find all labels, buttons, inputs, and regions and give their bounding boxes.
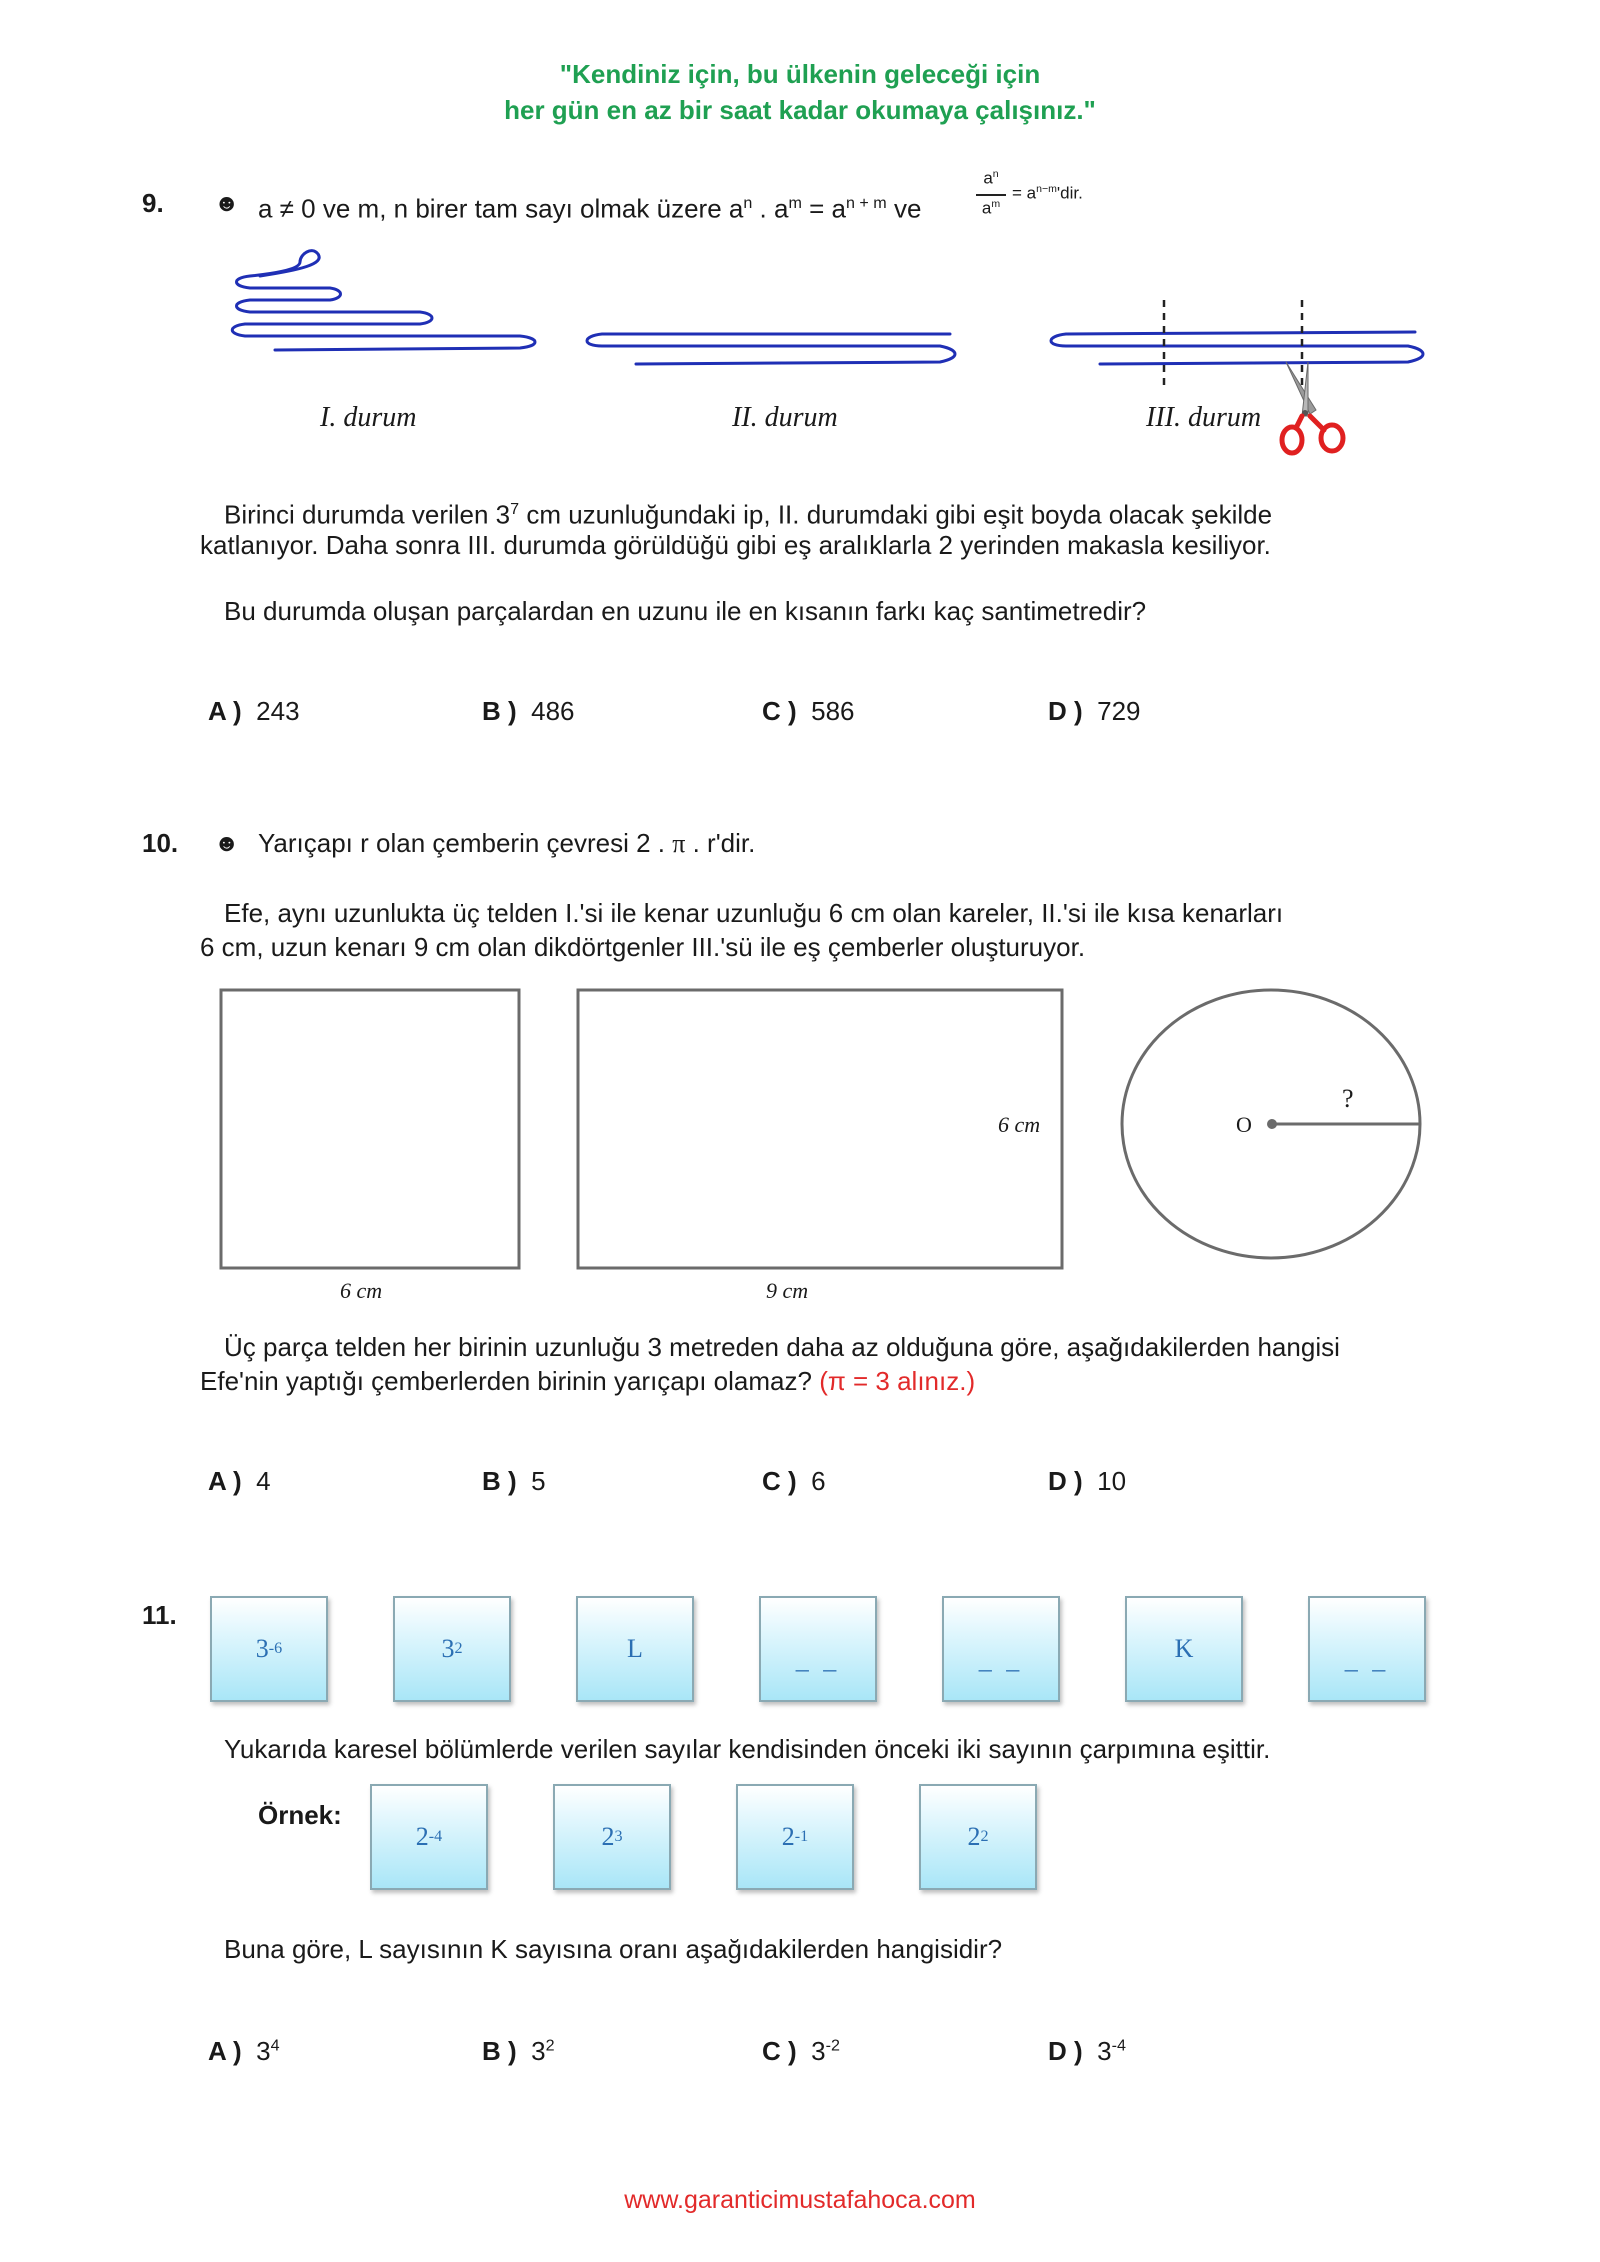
- header-line-2: her gün en az bir saat kadar okumaya çalışınız.": [504, 95, 1096, 125]
- center-point: [1267, 1119, 1277, 1129]
- q9-option-d[interactable]: D ) 729: [1048, 696, 1141, 726]
- footer-website-link[interactable]: www.garanticimustafahoca.com: [624, 2186, 976, 2214]
- q10-paragraph-line-2: 6 cm, uzun kenarı 9 cm olan dikdörtgenler III.'sü ile eş çemberler oluşturuyor.: [200, 932, 1086, 962]
- q10-option-c[interactable]: C ) 6: [762, 1466, 826, 1496]
- label-durum-3: III. durum: [1146, 402, 1262, 433]
- q10-number: 10.: [142, 828, 179, 858]
- q11-option-c[interactable]: C ) $3^{-2}$: [762, 2036, 840, 2066]
- q10-given-rule: Yarıçapı r olan çemberin çevresi 2 . π . r'dir.: [258, 828, 756, 858]
- header-line-1: "Kendiniz için, bu ülkenin geleceği için: [559, 59, 1041, 89]
- square-shape: [221, 990, 519, 1268]
- example-tile-2: 2 3: [553, 1784, 671, 1890]
- q9-fraction-result: = $a^{n-m}'dir$.: [1012, 183, 1083, 203]
- label-durum-1: I. durum: [320, 402, 417, 433]
- rope-coiled: [232, 251, 535, 350]
- q11-number: 11.: [142, 1600, 177, 1630]
- sequence-tile-blank-3: _ _: [1308, 1596, 1426, 1702]
- sequence-tile-blank-1: _ _: [759, 1596, 877, 1702]
- sequence-tile-L: L: [576, 1596, 694, 1702]
- example-tile-1: 2 -4: [370, 1784, 488, 1890]
- q9-option-c[interactable]: C ) 586: [762, 696, 855, 726]
- scissors-icon: [1272, 358, 1352, 458]
- q9-paragraph-line-1: Birinci durumda verilen $3^7$ cm uzunluğundaki ip, II. durumdaki gibi eşit boyda olacak şekilde: [224, 499, 1273, 530]
- label-durum-2: II. durum: [732, 402, 838, 433]
- example-tile-3: 2 -1: [736, 1784, 854, 1890]
- q10-option-b[interactable]: B ) 5: [482, 1466, 546, 1496]
- q9-number: 9.: [142, 188, 164, 218]
- q9-fraction-bar: [976, 194, 1006, 196]
- rope-folded: [587, 334, 955, 364]
- q10-shapes: [0, 980, 1600, 1310]
- sequence-tile-1: 3 -6: [210, 1596, 328, 1702]
- q11-description: Yukarıda karesel bölümlerde verilen sayılar kendisinden önceki iki sayının çarpımına eşittir.: [224, 1734, 1271, 1764]
- square-side-label: 6 cm: [340, 1278, 383, 1303]
- sequence-tile-blank-2: _ _: [942, 1596, 1060, 1702]
- circle-center-label: O: [1236, 1112, 1252, 1137]
- q10-pi-note: (π = 3 alınız.): [819, 1366, 976, 1396]
- sequence-tile-K: K: [1125, 1596, 1243, 1702]
- q9-fraction-numerator: $a^n$: [983, 168, 999, 188]
- rect-short-side-label: 6 cm: [998, 1112, 1041, 1137]
- sequence-tile-2: 3 2: [393, 1596, 511, 1702]
- q11-option-d[interactable]: D ) $3^{-4}$: [1048, 2036, 1126, 2066]
- q9-smiley-icon: ☻: [214, 190, 240, 217]
- q9-given-rule: a ≠ 0 ve m, n birer tam sayı olmak üzere $a^n$ . $a^m = a^{n + m}$ ve: [258, 193, 922, 224]
- rope-folded-cut: [1051, 332, 1423, 364]
- q10-option-a[interactable]: A ) 4: [208, 1466, 271, 1496]
- q10-question-line-2: Efe'nin yaptığı çemberlerden birinin yarıçapı olamaz? (π = 3 alınız.): [200, 1366, 976, 1396]
- q9-paragraph-line-2: katlanıyor. Daha sonra III. durumda görüldüğü gibi eş aralıklarla 2 yerinden makasla kesiliyor.: [200, 530, 1271, 560]
- q9-option-a[interactable]: A ) 243: [208, 696, 300, 726]
- q9-rope-illustration: [0, 240, 1600, 470]
- q9-option-b[interactable]: B ) 486: [482, 696, 575, 726]
- rectangle-shape: [578, 990, 1062, 1268]
- rect-long-side-label: 9 cm: [766, 1278, 809, 1303]
- q10-question-line-1: Üç parça telden her birinin uzunluğu 3 metreden daha az olduğuna göre, aşağıdakilerden hangisi: [224, 1332, 1340, 1362]
- q10-smiley-icon: ☻: [214, 830, 240, 857]
- example-label: Örnek:: [258, 1800, 342, 1830]
- q9-fraction-denominator: $a^m$: [981, 198, 1001, 218]
- q10-paragraph-line-1: Efe, aynı uzunlukta üç telden I.'si ile kenar uzunluğu 6 cm olan kareler, II.'si ile kısa kenarları: [224, 898, 1284, 928]
- q11-option-b[interactable]: B ) $3^2$: [482, 2036, 555, 2066]
- q10-option-d[interactable]: D ) 10: [1048, 1466, 1127, 1496]
- q11-option-a[interactable]: A ) $3^4$: [208, 2036, 280, 2066]
- q11-question: Buna göre, L sayısının K sayısına oranı aşağıdakilerden hangisidir?: [224, 1934, 1003, 1964]
- example-tile-4: 2 2: [919, 1784, 1037, 1890]
- q9-question: Bu durumda oluşan parçalardan en uzunu ile en kısanın farkı kaç santimetredir?: [224, 596, 1147, 626]
- circle-radius-label: ?: [1342, 1084, 1354, 1113]
